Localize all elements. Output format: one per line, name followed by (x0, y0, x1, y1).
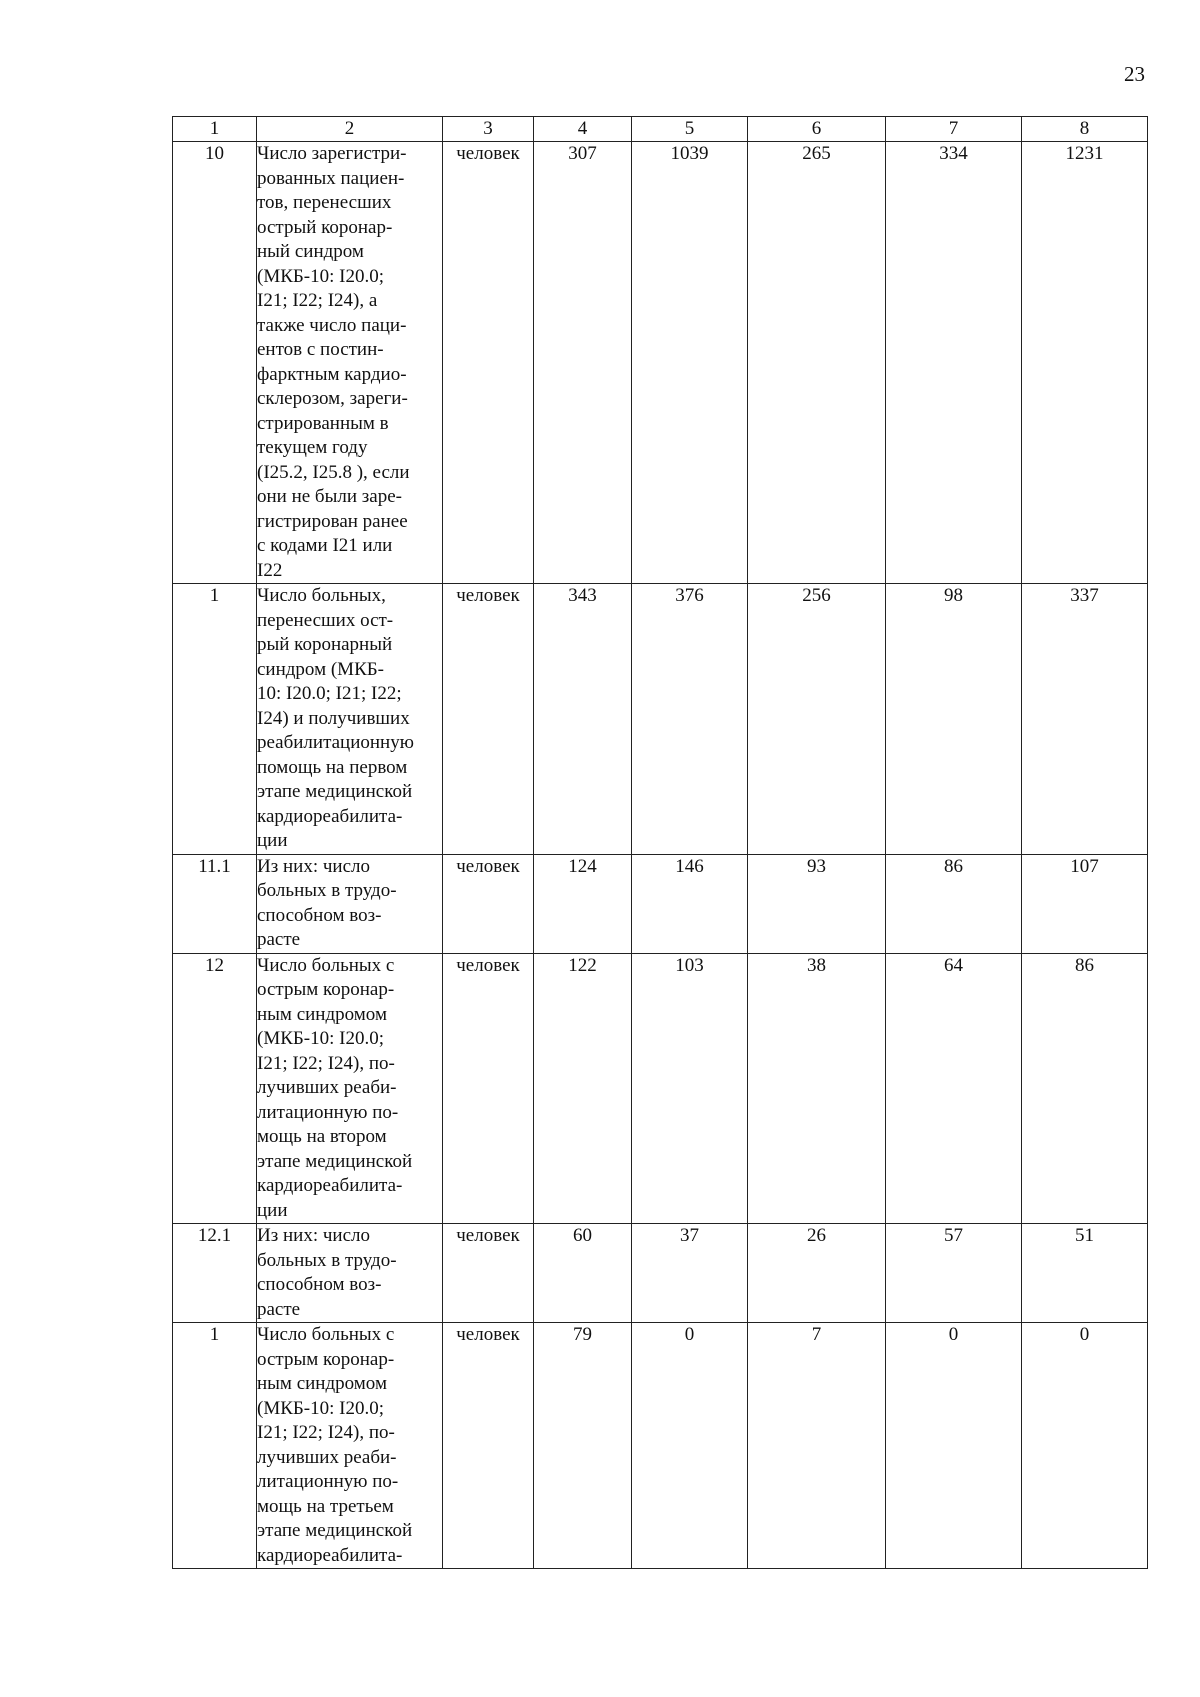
column-header-1: 1 (173, 117, 257, 142)
indicator-name-line: лучивших реаби- (257, 1077, 397, 1098)
column-header-2: 2 (257, 117, 443, 142)
indicator-name-cell (257, 1224, 443, 1323)
indicator-name-line: Из них: число (257, 1225, 370, 1246)
value-cell-col-7: 98 (886, 584, 1022, 855)
indicator-name-line: лучивших реаби- (257, 1446, 397, 1468)
indicator-name-line: кардиореабилита- (257, 805, 403, 827)
indicator-name-line: больных в трудо- (257, 880, 397, 901)
value-cell-col-7: 57 (886, 1224, 1022, 1323)
indicator-name-line: I22 (257, 559, 283, 581)
indicator-name-line: (МКБ-10: I20.0; (257, 1397, 385, 1419)
column-header-6: 6 (748, 117, 886, 142)
value-cell-col-6: 7 (748, 1323, 886, 1569)
unit-cell: человек (443, 854, 534, 953)
indicator-name-line: фарктным кардио- (257, 363, 407, 385)
value-cell-col-5: 1039 (632, 142, 748, 584)
value-cell-col-8: 86 (1022, 953, 1148, 1224)
indicator-name-line: также число паци- (257, 314, 407, 336)
indicator-name-cell (257, 854, 443, 953)
indicator-name-line: ции (257, 830, 288, 851)
indicator-name-line: рый коронарный (257, 634, 393, 655)
row-number-cell: 1 (173, 1323, 257, 1569)
indicator-name-line: реабилитационную (257, 732, 414, 753)
indicator-name-line: помощь на первом (257, 756, 408, 778)
value-cell-col-5: 376 (632, 584, 748, 855)
indicator-name-line: кардиореабилита- (257, 1175, 403, 1196)
indicator-name-line: расте (257, 929, 301, 950)
indicator-name-line: литационную по- (257, 1101, 399, 1123)
table-row (173, 142, 1148, 584)
value-cell-col-6: 26 (748, 1224, 886, 1323)
value-cell-col-8: 337 (1022, 584, 1148, 855)
row-number-cell: 1 (173, 584, 257, 855)
column-header-8: 8 (1022, 117, 1148, 142)
value-cell-col-6: 93 (748, 854, 886, 953)
value-cell-col-4: 60 (534, 1224, 632, 1323)
table-row (173, 854, 1148, 953)
value-cell-col-4: 343 (534, 584, 632, 855)
value-cell-col-7: 86 (886, 854, 1022, 953)
value-cell-col-5: 37 (632, 1224, 748, 1323)
indicator-name-line: мощь на третьем (257, 1495, 394, 1517)
table-row (173, 1224, 1148, 1323)
indicator-name-line: мощь на втором (257, 1126, 387, 1147)
indicator-name-cell (257, 584, 443, 855)
unit-cell: человек (443, 142, 534, 584)
indicator-name-line: острым коронар- (257, 979, 395, 1000)
indicator-name-line: ным синдромом (257, 1373, 387, 1394)
value-cell-col-7: 0 (886, 1323, 1022, 1569)
indicator-name-line: острый коронар- (257, 216, 393, 238)
indicator-name-line: Из них: число (257, 855, 370, 877)
indicator-name-line: ции (257, 1199, 288, 1221)
value-cell-col-4: 122 (534, 953, 632, 1224)
value-cell-col-8: 0 (1022, 1323, 1148, 1569)
indicator-name-line: они не были заре- (257, 486, 402, 507)
unit-cell: человек (443, 1224, 534, 1323)
indicator-name-line: расте (257, 1298, 301, 1320)
unit-cell: человек (443, 1323, 534, 1569)
value-cell-col-7: 334 (886, 142, 1022, 584)
indicator-name-line: склерозом, зареги- (257, 388, 408, 409)
indicator-name-line: литационную по- (257, 1471, 399, 1492)
page-number: 23 (1124, 62, 1145, 86)
row-number-cell: 12.1 (173, 1224, 257, 1323)
header-row (173, 117, 1148, 142)
indicator-name-line: Число больных, (257, 585, 386, 606)
indicator-name-line: способном воз- (257, 1274, 382, 1295)
table-row (173, 584, 1148, 855)
value-cell-col-4: 307 (534, 142, 632, 584)
row-number-cell: 11.1 (173, 854, 257, 953)
indicator-name-line: I21; I22; I24), а (257, 290, 378, 311)
indicator-name-line: I21; I22; I24), по- (257, 1052, 395, 1074)
value-cell-col-8: 1231 (1022, 142, 1148, 584)
value-cell-col-5: 0 (632, 1323, 748, 1569)
column-header-5: 5 (632, 117, 748, 142)
value-cell-col-6: 256 (748, 584, 886, 855)
indicator-name-line: (МКБ-10: I20.0; (257, 1028, 385, 1049)
unit-cell: человек (443, 953, 534, 1224)
indicator-name-line: рованных пациен- (257, 167, 405, 189)
indicator-name-line: тов, перенесших (257, 192, 392, 213)
indicator-name-cell (257, 142, 443, 584)
data-table (172, 116, 1148, 1569)
indicator-name-line: ный синдром (257, 241, 364, 262)
indicator-name-line: гистрирован ранее (257, 510, 408, 532)
unit-cell: человек (443, 584, 534, 855)
indicator-name-line: (I25.2, I25.8 ), если (257, 461, 410, 483)
indicator-name-line: больных в трудо- (257, 1249, 397, 1271)
indicator-name-line: текущем году (257, 437, 368, 458)
table-body (173, 142, 1148, 1569)
value-cell-col-8: 51 (1022, 1224, 1148, 1323)
indicator-name-line: способном воз- (257, 904, 382, 926)
indicator-name-line: с кодами I21 или (257, 535, 393, 556)
value-cell-col-6: 38 (748, 953, 886, 1224)
indicator-name-line: ентов с постин- (257, 339, 384, 360)
indicator-name-line: Число больных с (257, 1324, 395, 1345)
indicator-name-line: Число зарегистри- (257, 143, 407, 164)
value-cell-col-8: 107 (1022, 854, 1148, 953)
value-cell-col-7: 64 (886, 953, 1022, 1224)
indicator-name-line: кардиореабилита- (257, 1544, 403, 1566)
row-number-cell: 10 (173, 142, 257, 584)
indicator-name-line: этапе медицинской (257, 1150, 413, 1172)
value-cell-col-5: 146 (632, 854, 748, 953)
indicator-name-line: I21; I22; I24), по- (257, 1422, 395, 1443)
value-cell-col-4: 124 (534, 854, 632, 953)
indicator-name-line: этапе медицинской (257, 781, 413, 802)
indicator-name-line: синдром (МКБ- (257, 658, 384, 680)
row-number-cell: 12 (173, 953, 257, 1224)
table-row (173, 1323, 1148, 1569)
indicator-name-cell (257, 953, 443, 1224)
table-row (173, 953, 1148, 1224)
indicator-name-cell (257, 1323, 443, 1569)
column-header-4: 4 (534, 117, 632, 142)
column-header-7: 7 (886, 117, 1022, 142)
indicator-name-line: (МКБ-10: I20.0; (257, 265, 385, 287)
column-header-3: 3 (443, 117, 534, 142)
value-cell-col-6: 265 (748, 142, 886, 584)
indicator-name-line: Число больных с (257, 954, 395, 976)
value-cell-col-4: 79 (534, 1323, 632, 1569)
indicator-name-line: 10: I20.0; I21; I22; (257, 683, 402, 704)
value-cell-col-5: 103 (632, 953, 748, 1224)
indicator-name-line: ным синдромом (257, 1003, 387, 1025)
indicator-name-line: стрированным в (257, 412, 389, 434)
table-header (173, 117, 1148, 142)
indicator-name-line: острым коронар- (257, 1348, 395, 1370)
indicator-name-line: перенесших ост- (257, 609, 394, 631)
indicator-name-line: I24) и получивших (257, 707, 410, 729)
indicator-name-line: этапе медицинской (257, 1520, 413, 1541)
